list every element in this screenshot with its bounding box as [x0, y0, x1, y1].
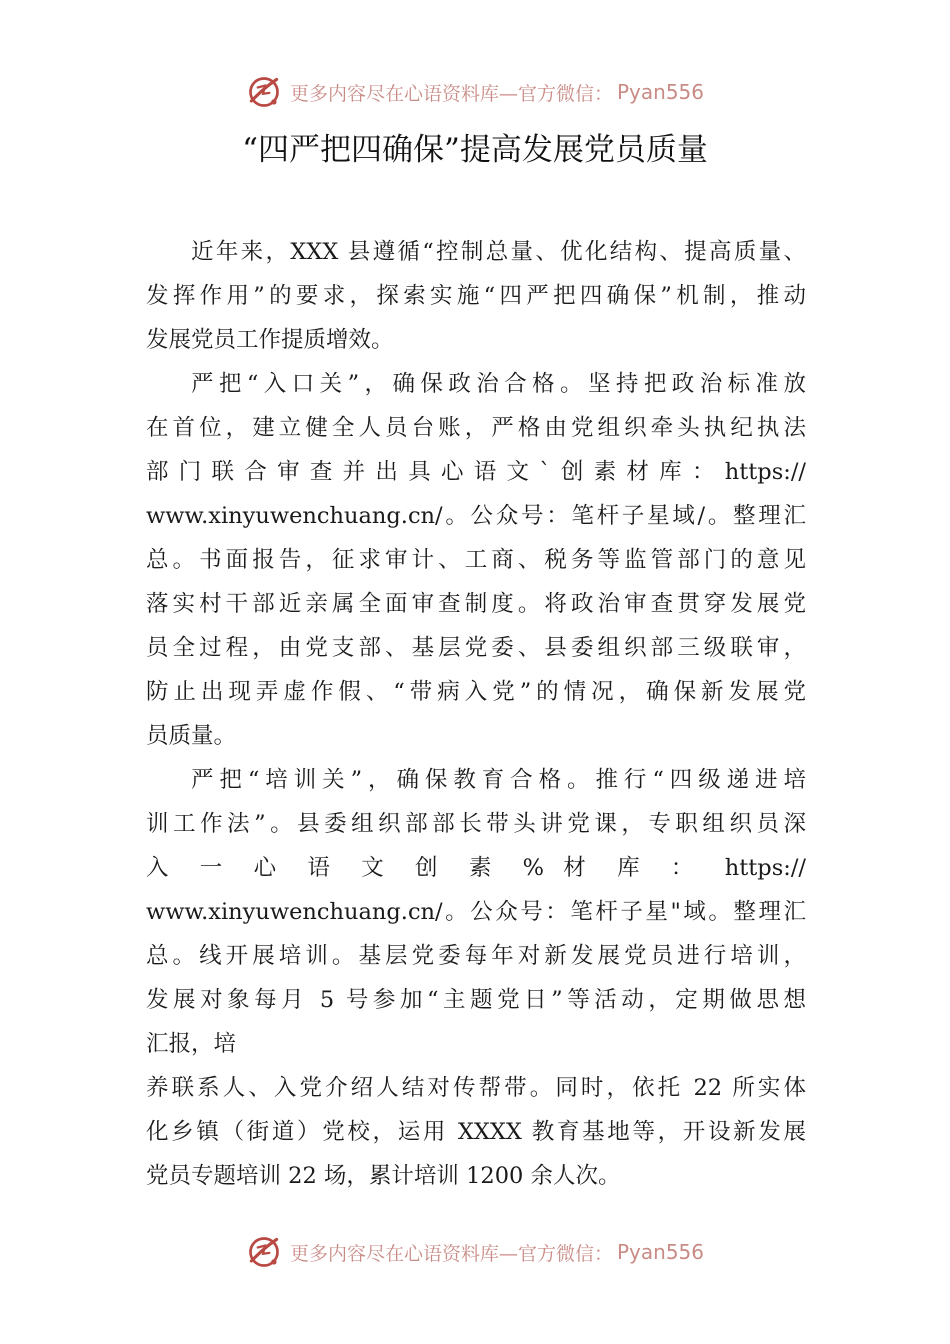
header-watermark	[0, 72, 950, 112]
text-line: 严把“入口关”，确保政治合格。坚持把政治标准放	[191, 371, 806, 397]
text-line: 近年来，XXX 县遵循“控制总量、优化结构、提高质量、	[191, 239, 806, 265]
brand-logo-icon	[246, 74, 282, 110]
text-line: www.xinyuwenchuang.cn/。公众号：笔杆子星域/。整理汇	[146, 503, 806, 529]
text-line: 化乡镇（街道）党校，运用 XXXX 教育基地等，开设新发展	[146, 1119, 806, 1145]
text-line: 党员专题培训 22 场，累计培训 1200 余人次。	[146, 1163, 621, 1189]
text-line: 总。线开展培训。基层党委每年对新发展党员进行培训，	[146, 943, 806, 969]
text-line: 发挥作用”的要求，探索实施“四严把四确保”机制，推动	[146, 283, 806, 309]
text-line: www.xinyuwenchuang.cn/。公众号：笔杆子星"域。整理汇	[146, 899, 806, 925]
text-line: 员全过程，由党支部、基层党委、县委组织部三级联审，	[146, 635, 806, 661]
brand-logo-icon	[246, 1234, 282, 1270]
text-line: 总。书面报告，征求审计、工商、税务等监管部门的意见	[146, 547, 806, 573]
text-line: 汇报，培	[146, 1031, 237, 1057]
watermark-text: 更多内容尽在心语资料库—官方微信：	[289, 1242, 613, 1265]
paragraph-3	[146, 758, 806, 1198]
text-line: 训工作法”。县委组织部部长带头讲党课，专职组织员深	[146, 811, 806, 837]
text-line: 部门联合审查并出具心语文`创素材库：https://	[146, 459, 806, 485]
watermark-wechat-id: Pyan556	[617, 80, 705, 104]
text-line: 严把“培训关”，确保教育合格。推行“四级递进培	[191, 767, 806, 793]
paragraph-1	[146, 230, 806, 362]
watermark-text: 更多内容尽在心语资料库—官方微信：	[289, 82, 613, 105]
text-line: 落实村干部近亲属全面审查制度。将政治审查贯穿发展党	[146, 591, 806, 617]
text-line: 养联系人、入党介绍人结对传帮带。同时，依托 22 所实体	[146, 1075, 806, 1101]
document-title: “四严把四确保”提高发展党员质量	[242, 132, 708, 168]
text-line: 在首位，建立健全人员台账，严格由党组织牵头执纪执法	[146, 415, 806, 441]
watermark-wechat-id: Pyan556	[617, 1240, 705, 1264]
text-line: 发展对象每月 5 号参加“主题党日”等活动，定期做思想	[146, 987, 806, 1013]
text-line: 发展党员工作提质增效。	[146, 327, 394, 353]
text-line: 防止出现弄虚作假、“带病入党”的情况，确保新发展党	[146, 679, 806, 705]
document-body	[146, 230, 806, 1198]
paragraph-2	[146, 362, 806, 758]
text-line: 入 一 心 语 文 创 素 % 材 库 ： https://	[146, 855, 806, 881]
footer-watermark	[0, 1232, 950, 1272]
text-line: 员质量。	[146, 723, 237, 749]
